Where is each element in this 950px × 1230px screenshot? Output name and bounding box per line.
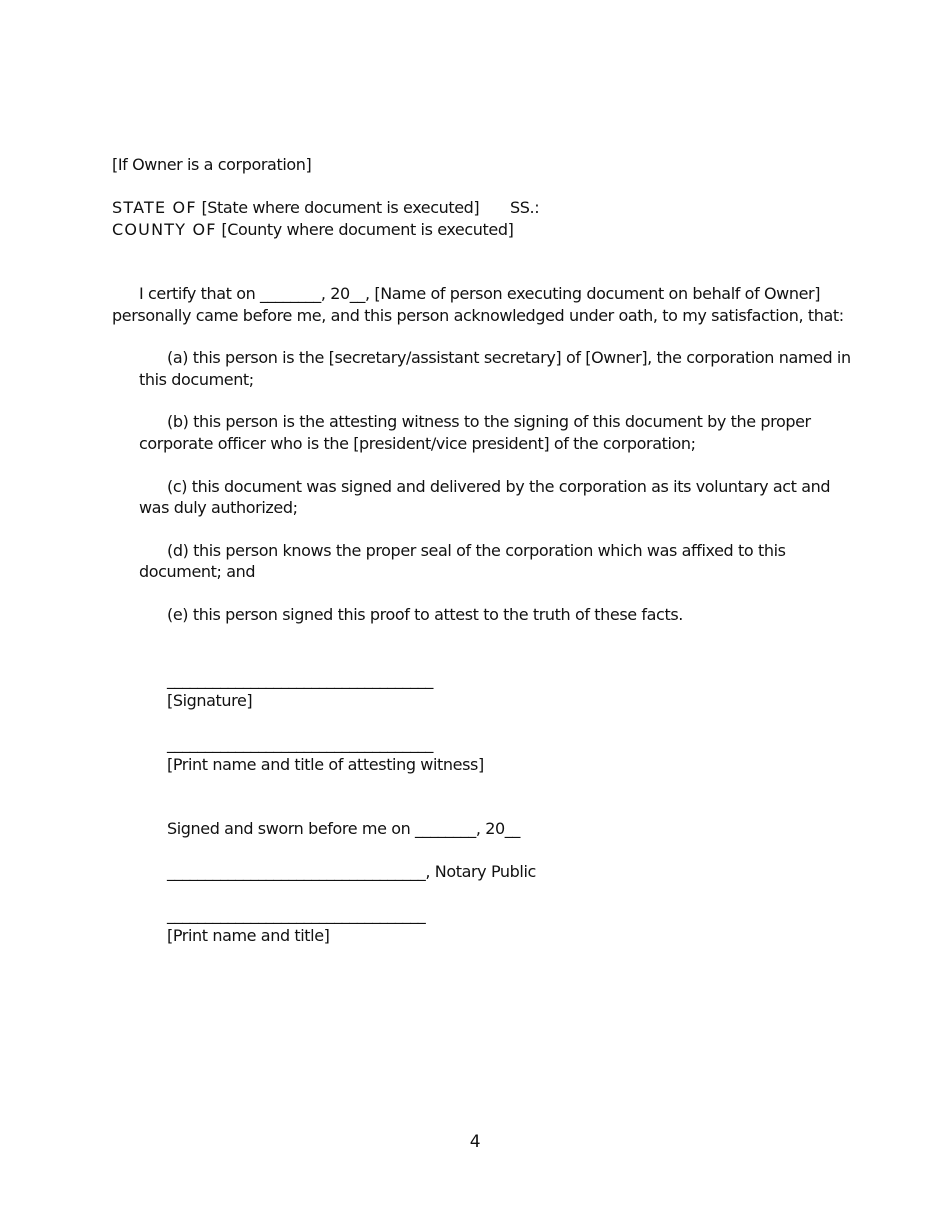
certify-line-1: I certify that on ________, 20__, [Name of person executing document on behalf of Owner] (139, 284, 821, 303)
print-name-label: [Print name and title] (167, 926, 330, 945)
sworn-text: Signed and sworn before me on ________, 20__ (167, 819, 520, 838)
clause-d-line-2: document; and (139, 562, 256, 581)
clause-a-line-2: this document; (139, 370, 254, 389)
print-name-line: __________________________________ (167, 905, 426, 924)
header-note: [If Owner is a corporation] (112, 155, 312, 174)
state-label: STATE OF (112, 198, 197, 217)
certify-line-2: personally came before me, and this person acknowledged under oath, to my satisfaction, that: (112, 306, 844, 325)
clause-c-line-2: was duly authorized; (139, 498, 298, 517)
signature-label: [Signature] (167, 691, 253, 710)
venue-state-line (112, 198, 479, 218)
clause-b-line-1: (b) this person is the attesting witness to the signing of this document by the proper (167, 412, 811, 431)
notary-line: __________________________________, Notary Public (167, 862, 536, 881)
ss-label: SS.: (510, 198, 540, 217)
clause-e-line-1: (e) this person signed this proof to attest to the truth of these facts. (167, 605, 683, 624)
clause-a-line-1: (a) this person is the [secretary/assistant secretary] of [Owner], the corporation named in (167, 348, 851, 367)
venue-county-line (112, 220, 513, 240)
clause-d-line-1: (d) this person knows the proper seal of the corporation which was affixed to this (167, 541, 786, 560)
witness-label: [Print name and title of attesting witness] (167, 755, 484, 774)
witness-line: ___________________________________ (167, 734, 434, 753)
clause-b-line-2: corporate officer who is the [president/vice president] of the corporation; (139, 434, 696, 453)
county-label: COUNTY OF (112, 220, 217, 239)
state-value: [State where document is executed] (201, 198, 480, 217)
page-number: 4 (469, 1132, 481, 1152)
signature-line: ___________________________________ (167, 670, 434, 689)
clause-c-line-1: (c) this document was signed and delivered by the corporation as its voluntary act and (167, 477, 831, 496)
county-value: [County where document is executed] (221, 220, 514, 239)
